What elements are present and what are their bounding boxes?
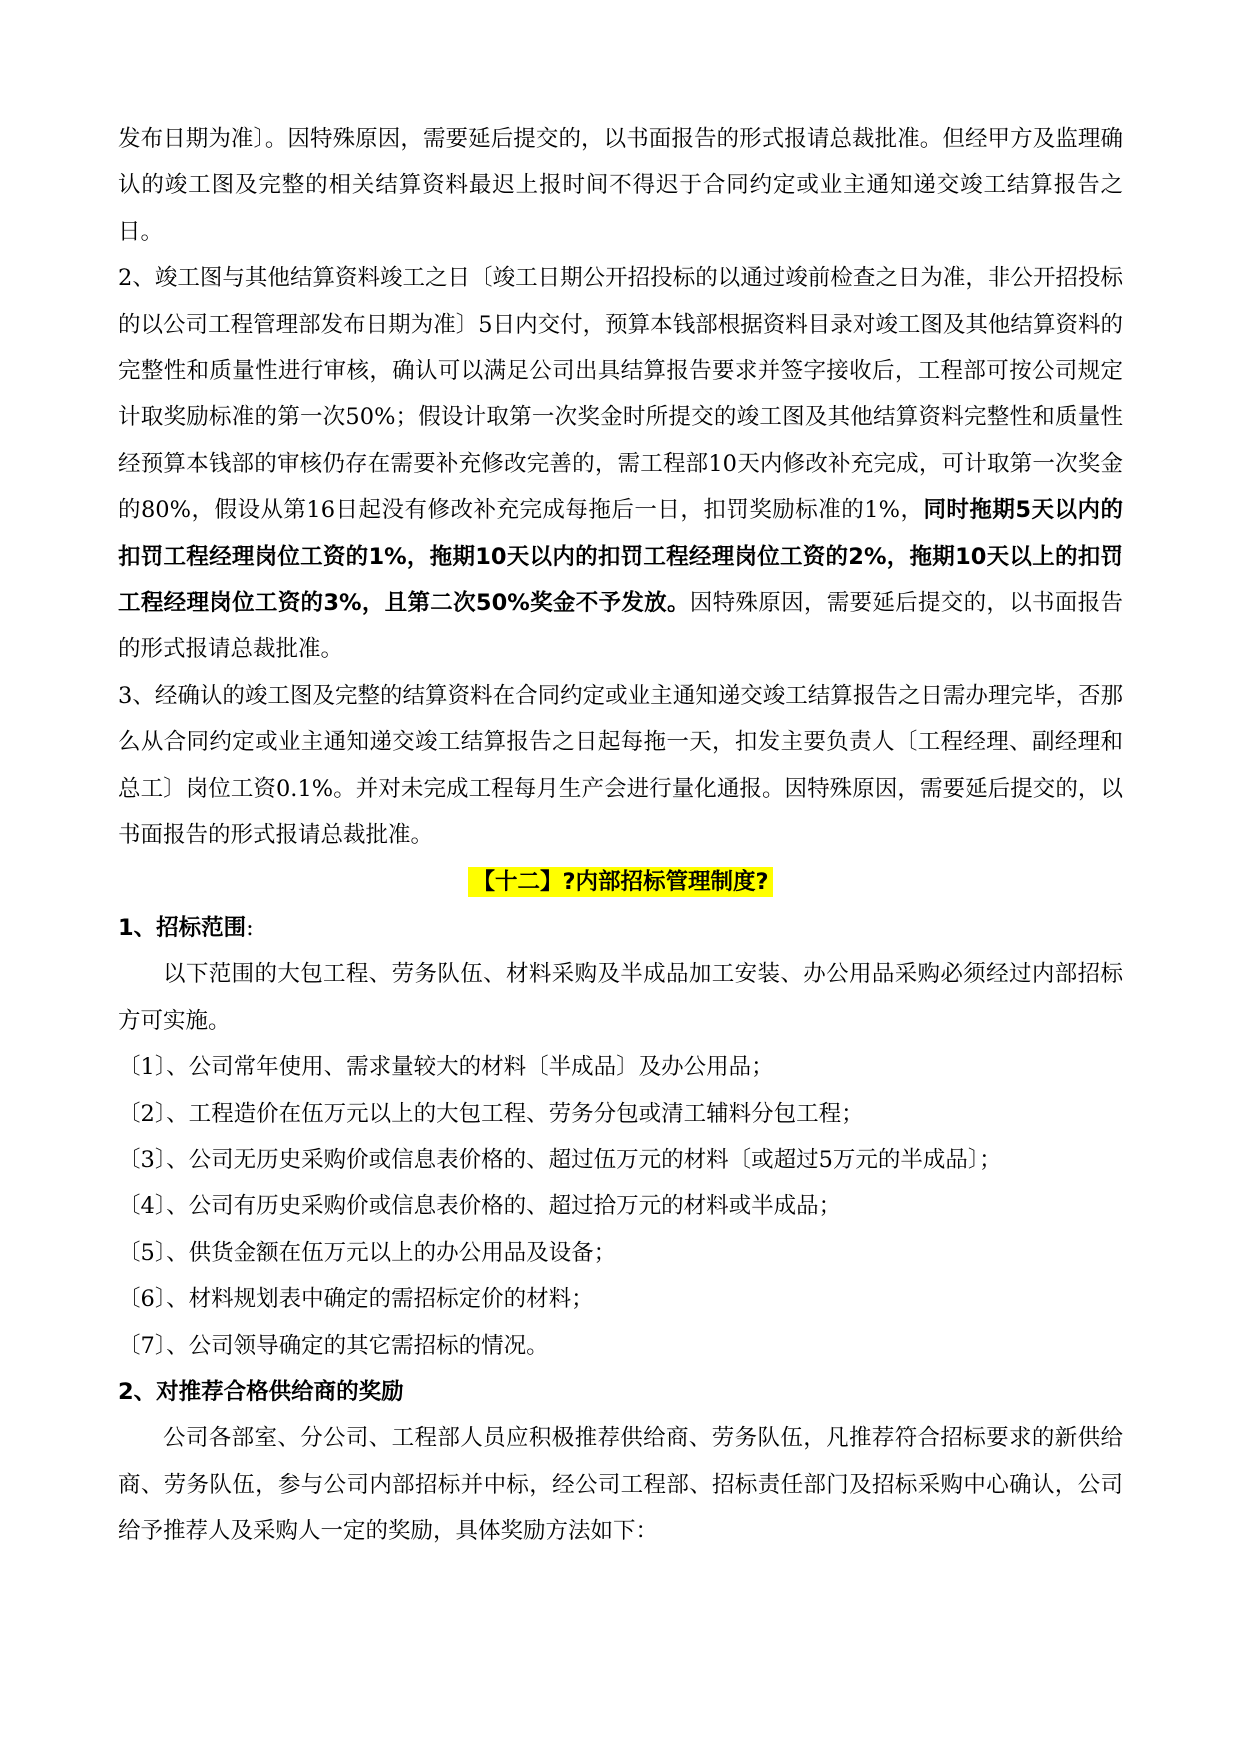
list-item-7: 〔7〕、公司领导确定的其它需招标的情况。 <box>118 1332 549 1359</box>
document-body <box>118 116 1123 1555</box>
subsection-1-heading: 1、招标范围 <box>118 914 247 941</box>
subsection-1-heading-row <box>118 905 1123 951</box>
section-title-row <box>118 859 1123 905</box>
paragraph-1: 发布日期为准〕。因特殊原因，需要延后提交的，以书面报告的形式报请总裁批准。但经甲方及监理确认的竣工图及完整的相关结算资料最迟上报时间不得迟于合同约定或业主通知递交竣工结算报告之日。 <box>118 126 1123 245</box>
paragraph-2-text-after: 因特殊原因，需要延后提交的，以书面报告的形式报请总裁批准。 <box>118 590 1123 663</box>
subsection-2-heading: 2、对推荐合格供给商的奖励 <box>118 1378 404 1405</box>
list-item-6: 〔6〕、材料规划表中确定的需招标定价的材料； <box>118 1286 594 1313</box>
list-item-5: 〔5〕、供货金额在伍万元以上的办公用品及设备； <box>118 1239 617 1266</box>
list-item-2: 〔2〕、工程造价在伍万元以上的大包工程、劳务分包或清工辅料分包工程； <box>118 1100 864 1127</box>
paragraph-2 <box>118 255 1123 673</box>
subsection-1-intro: 以下范围的大包工程、劳务队伍、材料采购及半成品加工安装、办公用品采购必须经过内部招标方可实施。 <box>118 961 1123 1034</box>
subsection-2-body: 公司各部室、分公司、工程部人员应积极推荐供给商、劳务队伍，凡推荐符合招标要求的新供给商、劳务队伍，参与公司内部招标并中标，经公司工程部、招标责任部门及招标采购中心确认，公司给予推荐人及采购人一定的奖励，具体奖励方法如下： <box>118 1425 1123 1545</box>
list-item-1: 〔1〕、公司常年使用、需求量较大的材料〔半成品〕及办公用品； <box>118 1054 774 1081</box>
list-item-4: 〔4〕、公司有历史采购价或信息表价格的、超过拾万元的材料或半成品； <box>118 1193 842 1220</box>
paragraph-2-text: 2、竣工图与其他结算资料竣工之日〔竣工日期公开招投标的以通过竣前检查之日为准，非公开招投标的以公司工程管理部发布日期为准〕5日内交付，预算本钱部根据资料目录对竣工图及其他结算资料的完整性和质量性进行审核，确认可以满足公司出具结算报告要求并签字接收后，工程部可按公司规定计取奖励标准的第一次50%；假设计取第一次奖金时所提交的竣工图及其他结算资料完整性和质量性经预算本钱部的审核仍存在需要补充修改完善的，需工程部10天内修改补充完成，可计取第一次奖金的80%，假设从第16日起没有修改补充完成每拖后一日，扣罚奖励标准的1%， <box>118 265 1123 524</box>
paragraph-2-bold-penalty: 同时拖期5天以内的扣罚工程经理岗位工资的1%，拖期10天以内的扣罚工程经理岗位工资的2%，拖期10天以上的扣罚工程经理岗位工资的3%，且第二次50%奖金不予发放。 <box>118 497 1123 617</box>
paragraph-3: 3、经确认的竣工图及完整的结算资料在合同约定或业主通知递交竣工结算报告之日需办理完毕，否那么从合同约定或业主通知递交竣工结算报告之日起每拖一天，扣发主要负责人〔工程经理、副经理和总工〕岗位工资0.1%。并对未完成工程每月生产会进行量化通报。因特殊原因，需要延后提交的，以书面报告的形式报请总裁批准。 <box>118 682 1123 849</box>
list-item-3: 〔3〕、公司无历史采购价或信息表价格的、超过伍万元的材料〔或超过5万元的半成品〕； <box>118 1146 1002 1173</box>
section-title: 【十二】?内部招标管理制度? <box>468 867 772 897</box>
subsection-1-colon: : <box>246 914 254 941</box>
